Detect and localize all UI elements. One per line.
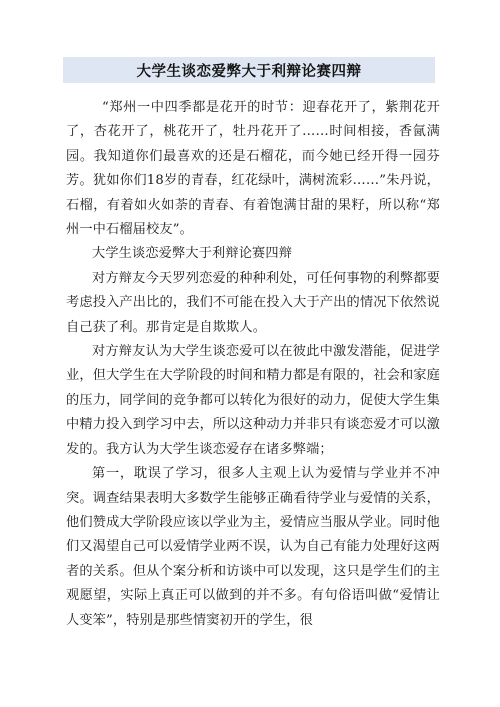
document-title: 大学生谈恋爱弊大于利辩论赛四辩 <box>136 62 362 80</box>
title-banner <box>63 57 435 83</box>
paragraph-rebuttal: 对方辩友今天罗列恋爱的种种利处，可任何事物的利弊都要考虑投入产出比的，我们不可能在投入大于产出的情况下依然说自己获了利。那肯定是自欺欺人。 <box>66 270 440 335</box>
paragraph-argument: 对方辩友认为大学生谈恋爱可以在彼此中激发潜能，促进学业，但大学生在大学阶段的时间和精力都是有限的，社会和家庭的压力，同学间的竞争都可以转化为很好的动力，促使大学生集中精力投入到学习中去，所以这种动力并非只有谈恋爱才可以激发的。我方认为大学生谈恋爱存在诸多弊端； <box>66 344 440 457</box>
paragraph-point-one: 第一，耽误了学习，很多人主观上认为爱情与学业并不冲突。调查结果表明大多数学生能够正确看待学业与爱情的关系，他们赞成大学阶段应该以学业为主，爱情应当服从学业。同时他们又渴望自己可以爱情学业两不误，认为自己有能力处理好这两者的关系。但从个案分析和访谈中可以发现，这只是学生们的主观愿望，实际上真正可以做到的并不多。有句俗语叫做“爱情让人变笨”，特别是那些情窦初开的学生，很 <box>66 466 440 628</box>
paragraph-intro: “郑州一中四季都是花开的时节：迎春花开了，紫荆花开了，杏花开了，桃花开了，牡丹花开了……时间相接，香氤满园。我知道你们最喜欢的还是石榴花，而今她已经开得一园芬芳。犹如你们18岁的青春，红花绿叶，满树流彩……”朱丹说，石榴，有着如火如荼的青春、有着饱满甘甜的果籽，所以称“郑州一中石榴届校友”。 <box>66 100 440 238</box>
document-body <box>66 96 440 633</box>
paragraph-subtitle: 大学生谈恋爱弊大于利辩论赛四辩 <box>92 246 293 262</box>
